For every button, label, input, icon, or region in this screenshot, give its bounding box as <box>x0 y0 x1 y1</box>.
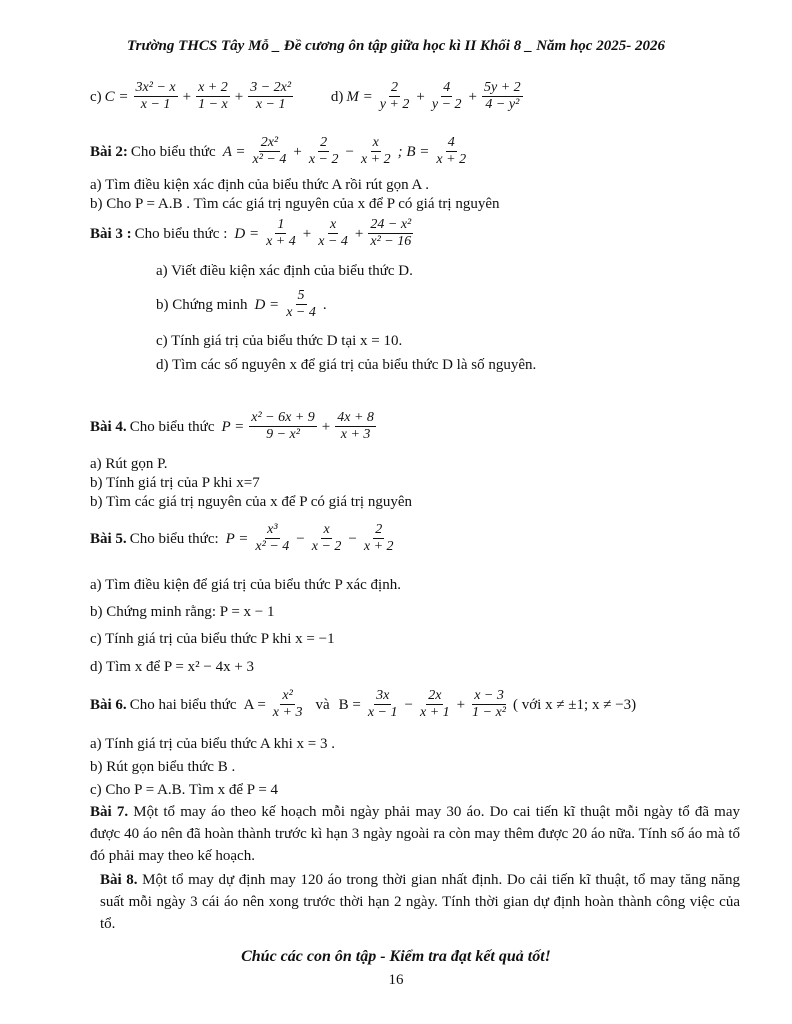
bai6-and: và <box>315 696 330 713</box>
fraction: $\frac{\text{x³}}{\text{x² − 4}}$ <box>255 522 290 554</box>
bai4-a: a) Rút gọn P. <box>90 456 168 472</box>
bai6-title: Bài 6. <box>90 696 127 713</box>
bai3-title: Bài 3 : <box>90 225 132 242</box>
bai3-b: b) Chứng minh D = $\frac{5}{x - 4}$ . <box>156 288 327 320</box>
bai2-statement: Bài 2: Cho biểu thức A = $\frac{\text{2x²}}{\text{x² − 4}}$ + $\frac{2}{x - 2}$ − $\frac{x}{x + 2}$ ; B = $\frac{4}{x + 2}$ <box>90 135 467 167</box>
bai5-a: a) Tìm điều kiện để giá trị của biểu thức P xác định. <box>90 577 401 593</box>
bai5-d: d) Tìm x để P = x² − 4x + 3 <box>90 659 255 675</box>
bai2-b-lhs: ; B = <box>397 143 430 160</box>
bai6-c: c) Cho P = A.B. Tìm x để P = 4 <box>90 782 279 798</box>
bai5-lhs: P = <box>225 530 249 547</box>
fraction: $\frac{\text{2x²}}{\text{x² − 4}}$ <box>252 135 287 167</box>
bai4-lhs: P = <box>221 418 245 435</box>
bai6-a: a) Tính giá trị của biểu thức A khi x = 3 . <box>90 736 336 752</box>
bai3-lhs: D = <box>234 225 260 242</box>
bai3-statement: Bài 3 : Cho biểu thức : D = $\frac{1}{x + 4}$ + $\frac{x}{x - 4}$ + $\frac{\text{24 − x²}}{\text{x² − 16}}$ <box>90 217 412 249</box>
bai3-b-lhs: D = <box>254 296 280 313</box>
bai3-a: a) Viết điều kiện xác định của biểu thức D. <box>156 263 413 279</box>
bai6-b: b) Rút gọn biểu thức B . <box>90 759 236 775</box>
bai7-title: Bài 7. <box>90 804 129 820</box>
fraction: $\frac{x - 3}{\text{1 − x²}}$ <box>472 688 506 720</box>
bai6-statement: Bài 6. Cho hai biểu thức A = $\frac{\text{x²}}{x + 3}$ và B = $\frac{3x}{x - 1}$ − $\frac{2x}{x + 1}$ + $\frac{x - 3}{\text{1 − x²}}$ ( với x ≠ ±1; x ≠ −3) <box>90 688 637 720</box>
fraction: $\frac{2}{x + 2}$ <box>363 522 394 554</box>
page-header: Trường THCS Tây Mỗ _ Đề cương ôn tập giữa học kì II Khối 8 _ Năm học 2025- 2026 <box>127 38 665 54</box>
bai1d-label: d) <box>330 88 344 105</box>
fraction: $\frac{x}{x - 4}$ <box>318 217 348 249</box>
fraction: $\frac{\text{x² − 6x + 9}}{\text{9 − x²}}$ <box>251 410 315 442</box>
bai5-intro: Cho biểu thức: <box>129 530 219 547</box>
bai3-d: d) Tìm các số nguyên x để giá trị của biểu thức D là số nguyên. <box>156 357 537 373</box>
bai5-title: Bài 5. <box>90 530 127 547</box>
fraction: $\frac{2}{x - 2}$ <box>308 135 339 167</box>
bai6-intro: Cho hai biểu thức <box>129 696 237 713</box>
bai5-b: b) Chứng minh rằng: P = x − 1 <box>90 604 275 620</box>
bai1-c-d: c) C = $\frac{\text{3x² − x}}{x - 1}$ + $\frac{x + 2}{1 - x}$ + $\frac{\text{3 − 2x²}}{x - 1}$ d) M = $\frac{2}{y + 2}$ + $\frac{4}{y - 2}$ + $\frac{5y + 2}{\text{4 − y²}}$ <box>90 80 521 112</box>
bai2-a: a) Tìm điều kiện xác định của biểu thức A rồi rút gọn A . <box>90 177 430 193</box>
bai8-title: Bài 8. <box>100 872 138 888</box>
bai3-b-text: b) Chứng minh <box>156 296 248 313</box>
closing-message: Chúc các con ôn tập - Kiểm tra đạt kết quả tốt! <box>241 948 551 965</box>
bai2-a-lhs: A = <box>222 143 246 160</box>
bai4-intro: Cho biểu thức <box>129 418 215 435</box>
fraction: $\frac{3x}{x - 1}$ <box>367 688 398 720</box>
bai4-c: b) Tìm các giá trị nguyên của x để P có giá trị nguyên <box>90 494 412 510</box>
bai2-title: Bài 2: <box>90 143 128 160</box>
page-number: 16 <box>388 972 404 988</box>
fraction: $\frac{2x}{x + 1}$ <box>419 688 450 720</box>
bai1d-lhs: M = <box>346 88 373 105</box>
bai1c-label: c) <box>90 88 102 105</box>
bai7 <box>90 801 740 867</box>
fraction: $\frac{x}{x + 2}$ <box>360 135 391 167</box>
bai4-statement: Bài 4. Cho biểu thức P = $\frac{\text{x² − 6x + 9}}{\text{9 − x²}}$ + $\frac{4x + 8}{x + 3}$ <box>90 410 374 442</box>
fraction: $\frac{\text{3x² − x}}{x - 1}$ <box>135 80 176 112</box>
fraction: $\frac{\text{24 − x²}}{\text{x² − 16}}$ <box>370 217 412 249</box>
bai4-title: Bài 4. <box>90 418 127 435</box>
fraction: $\frac{4}{y - 2}$ <box>431 80 462 112</box>
fraction: $\frac{\text{x²}}{x + 3}$ <box>272 688 303 720</box>
fraction: $\frac{4}{x + 2}$ <box>436 135 467 167</box>
bai6-condition: ( với x ≠ ±1; x ≠ −3) <box>512 696 637 713</box>
bai2-b: b) Cho P = A.B . Tìm các giá trị nguyên của x để P có giá trị nguyên <box>90 196 500 212</box>
fraction: $\frac{1}{x + 4}$ <box>266 217 296 249</box>
bai5-statement: Bài 5. Cho biểu thức: P = $\frac{\text{x³}}{\text{x² − 4}}$ − $\frac{x}{x - 2}$ − $\frac{2}{x + 2}$ <box>90 522 394 554</box>
fraction: $\frac{\text{3 − 2x²}}{x - 1}$ <box>250 80 292 112</box>
fraction: $\frac{5y + 2}{\text{4 − y²}}$ <box>484 80 521 112</box>
bai4-b: b) Tính giá trị của P khi x=7 <box>90 475 260 491</box>
fraction: $\frac{x}{x - 2}$ <box>311 522 342 554</box>
bai1c-lhs: C = <box>104 88 129 105</box>
fraction: $\frac{5}{x - 4}$ <box>286 288 316 320</box>
fraction: $\frac{x + 2}{1 - x}$ <box>198 80 228 112</box>
bai6-a-lhs: A = <box>243 696 266 713</box>
bai7-text: Một tổ may áo theo kế hoạch mỗi ngày phải may 30 áo. Do cai tiến kĩ thuật mỗi ngày tổ đã may được 40 áo nên đã hoàn thành trước kì hạn 3 ngày ngoài ra còn may thêm được 20 áo nữa. Tính số áo mà tổ đó phải may theo kế hoạch. <box>90 804 741 864</box>
bai3-intro: Cho biểu thức : <box>134 225 228 242</box>
bai8-text: Một tổ may dự định may 120 áo trong thời gian nhất định. Do cải tiến kĩ thuật, tổ may tăng năng suất mỗi ngày 3 cái áo nên xong trước thời hạn 2 ngày. Tính thời gian dự định hoàn thành công việc của tổ. <box>100 872 740 932</box>
fraction: $\frac{2}{y + 2}$ <box>379 80 410 112</box>
bai8 <box>100 869 740 935</box>
bai6-b-lhs: B = <box>338 696 361 713</box>
bai3-c: c) Tính giá trị của biểu thức D tại x = 10. <box>156 333 403 349</box>
fraction: $\frac{4x + 8}{x + 3}$ <box>337 410 374 442</box>
bai5-c: c) Tính giá trị của biểu thức P khi x = −1 <box>90 631 335 647</box>
bai2-intro: Cho biểu thức <box>130 143 216 160</box>
